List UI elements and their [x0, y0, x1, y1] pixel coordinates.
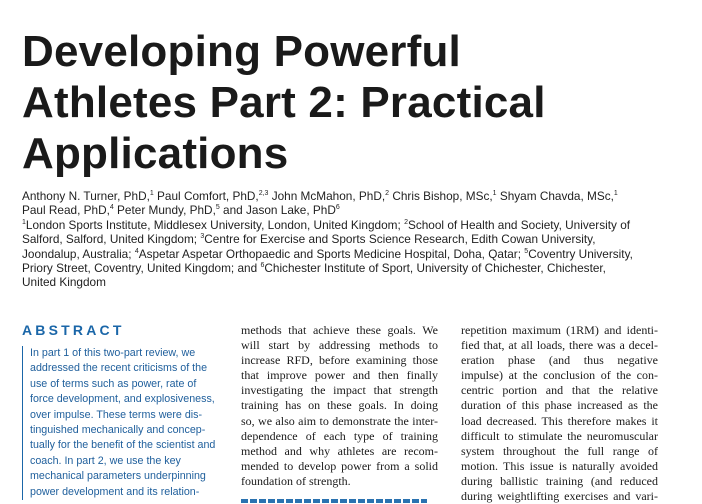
body-line: centric portion and that the relative [461, 383, 658, 398]
article-title-line-3: Applications [22, 129, 289, 178]
body-line: that improve power and then finally [241, 368, 438, 383]
affiliation-line-5: United Kingdom [22, 275, 106, 290]
body-line: will start by addressing methods to [241, 338, 438, 353]
abstract-line: coach. In part 2, we use the key [30, 454, 181, 467]
body-line: during weightlifting exercises and vari- [461, 489, 658, 504]
abstract-line: In part 1 of this two-part review, we [30, 347, 196, 359]
article-title-line-1: Developing Powerful [22, 27, 461, 76]
body-line: training has on these goals. In doing [241, 398, 438, 413]
affiliation-line-3: Joondalup, Australia; $^4$Aspetar Aspetar Orthopaedic and Sports Medicine Hospital, Doha, Qatar; $^5$Coventry University, [22, 246, 633, 261]
abstract-line: tually for the benefit of the scientist and [30, 439, 216, 452]
body-column-2 [241, 323, 438, 489]
body-line: eration phase (and thus negative [461, 353, 658, 368]
body-line: system throughout the full range of [461, 443, 658, 458]
article-title-line-2: Athletes Part 2: Practical [22, 78, 546, 127]
abstract-line: addressed the recent criticisms of the [30, 362, 208, 375]
affiliation-line-1: $^1$London Sports Institute, Middlesex University, London, United Kingdom; $^2$School of Health and Society, University of [22, 217, 631, 232]
abstract-line: over impulse. These terms were dis- [30, 408, 203, 421]
body-line: so, we also aim to demonstrate the inter- [241, 413, 438, 428]
abstract-line: power development and its relation- [30, 485, 200, 498]
abstract-line: use of terms such as power, rate of [30, 377, 197, 390]
abstract-line: force development, and explosiveness, [30, 393, 215, 406]
body-line: fied that, at all loads, there was a decel- [461, 338, 658, 353]
abstract-body [22, 346, 228, 500]
affiliation-line-4: Priory Street, Coventry, United Kingdom; and $^6$Chichester Institute of Sport, University of Chichester, Chichester, [22, 261, 606, 276]
body-line: difficult to stimulate the neuromuscular [461, 428, 658, 443]
body-line: method and why athletes are recom- [241, 443, 438, 458]
body-line: repetition maximum (1RM) and identi- [461, 323, 658, 337]
body-line: dependence of each type of training [241, 428, 438, 443]
body-line: investigating the impact that strength [241, 383, 438, 398]
abstract-line: mechanical parameters underpinning [30, 470, 206, 483]
body-line: during ballistic training (and reduced [461, 473, 658, 488]
affiliation-line-2: Salford, Salford, United Kingdom; $^3$Centre for Exercise and Sports Science Research, Edith Cowan University, [22, 232, 596, 247]
body-line: foundation of strength. [241, 473, 351, 488]
abstract-heading: ABSTRACT [22, 322, 125, 338]
body-line: increase RFD, before examining those [241, 353, 438, 368]
author-line-1: Anthony N. Turner, PhD,$^1$ Paul Comfort, PhD,$^{2,3}$ John McMahon, PhD,$^2$ Chris Bishop, MSc,$^1$ Shyam Chavda, MSc,$^1$ [22, 189, 618, 203]
body-line: motion. This issue is naturally avoided [461, 458, 658, 473]
body-line: methods that achieve these goals. We [241, 323, 438, 337]
abstract-line: tinguished mechanically and concep- [30, 424, 206, 437]
body-column-3 [461, 323, 658, 504]
body-line: load decreased. This therefore makes it [461, 413, 658, 428]
body-line: duration of this phase increased as the [461, 398, 658, 413]
author-block [22, 189, 682, 290]
body-line: impulse) at the conclusion of the con- [461, 368, 658, 383]
body-line: mended to develop power from a solid [241, 458, 438, 473]
author-line-2: Paul Read, PhD,$^4$ Peter Mundy, PhD,$^5$ and Jason Lake, PhD$^6$ [22, 203, 340, 218]
